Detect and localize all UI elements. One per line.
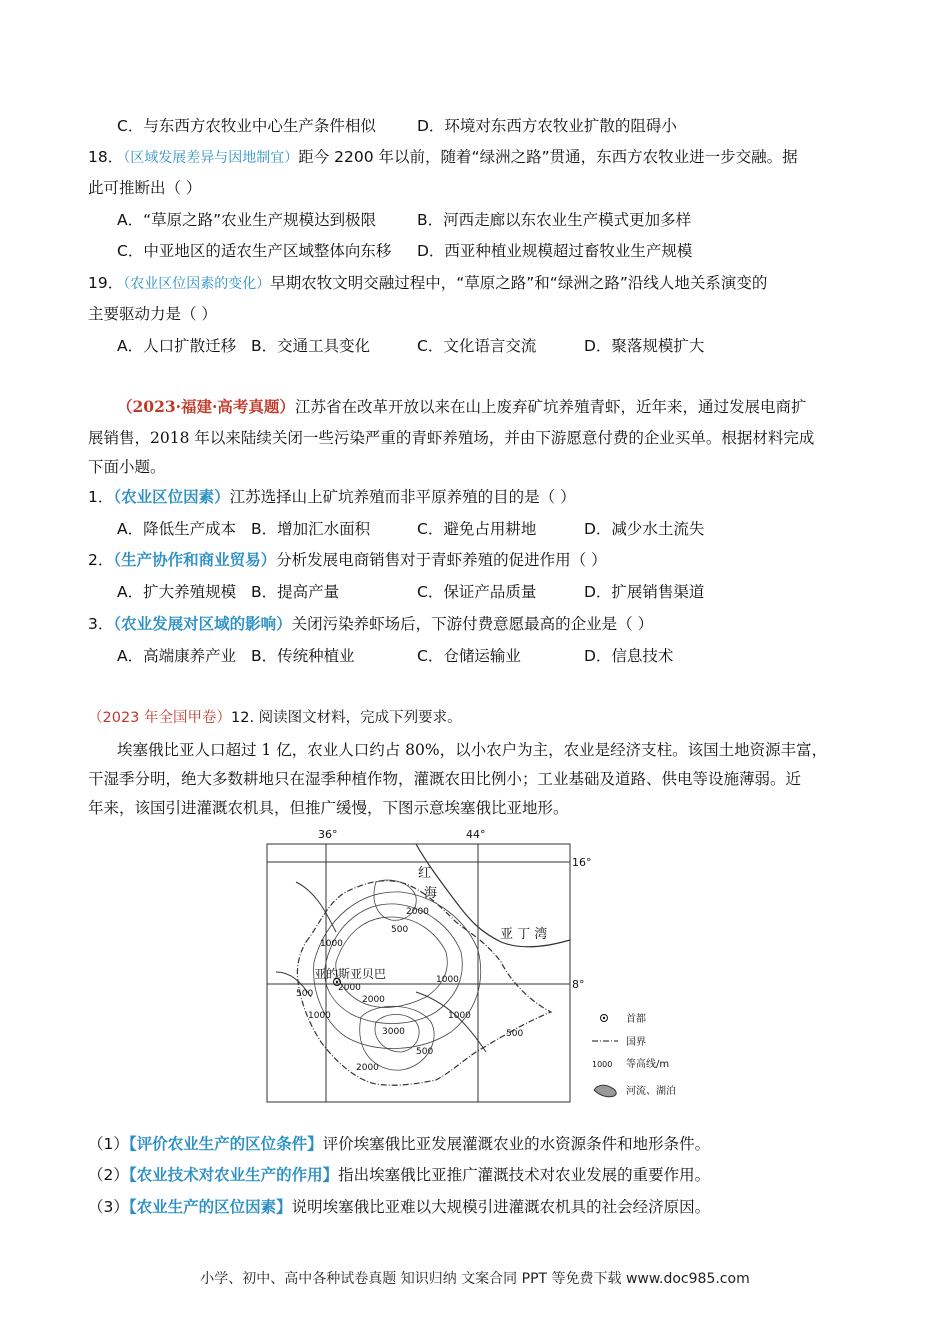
q3-number: 3． (88, 615, 114, 633)
q19-stem-line2: 主要驱动力是（ ） (88, 305, 217, 323)
q3-option-b: B．传统种植业 (251, 647, 355, 665)
block2-intro-line2: 展销售，2018 年以来陆续关闭一些污染严重的青虾养殖场，并由下游愿意付费的企业买单。根据材料完成 (88, 429, 815, 447)
q2-number: 2． (88, 551, 114, 569)
contour-label: 500 (416, 1047, 434, 1057)
q2-option-b: B．提高产量 (251, 583, 340, 601)
red-sea-label-1: 红 (418, 866, 432, 881)
sub3-tag: 【农业生产的区位因素】 (128, 1198, 292, 1216)
q17-option-c: C．与东西方农牧业中心生产条件相似 (117, 117, 376, 135)
contour-label: 3000 (382, 1027, 405, 1037)
ethiopia-terrain-map (266, 822, 690, 1122)
q3-stem-text: 关闭污染养虾场后，下游付费意愿最高的企业是（ ） (291, 615, 654, 633)
block2-intro-text1: 江苏省在改革开放以来在山上废弃矿坑养殖青虾，近年来，通过发展电商扩 (294, 398, 807, 416)
q2-stem-text: 分析发展电商销售对于青虾养殖的促进作用（ ） (276, 551, 607, 569)
river-1 (296, 882, 336, 932)
lat-label-8: 8° (572, 978, 585, 991)
legend-contour-sample: 1000 (592, 1060, 613, 1069)
q19-tag: （农业区位因素的变化） (123, 276, 271, 292)
page-footer: 小学、初中、高中各种试卷真题 知识归纳 文案合同 PPT 等免费下载 www.doc985.com (200, 1271, 750, 1287)
contour-label: 1000 (308, 1011, 331, 1021)
legend-contour-label: 等高线/m (626, 1059, 670, 1070)
q1-tag: （农业区位因素） (113, 488, 230, 506)
contour-label: 1000 (320, 939, 343, 949)
q3-tag: （农业发展对区域的影响） (113, 615, 292, 633)
contour-label: 2000 (362, 995, 385, 1005)
q19-option-b: B．交通工具变化 (251, 337, 371, 355)
contour-south-2000 (360, 1006, 434, 1070)
legend-capital-label: 首都 (626, 1014, 646, 1025)
block3-para-line3: 年来，该国引进灌溉农机具，但推广缓慢，下图示意埃塞俄比亚地形。 (88, 799, 569, 817)
block3-para-line1: 埃塞俄比亚人口超过 1 亿，农业人口约占 80%，以小农户为主，农业是经济支柱。该国土地资源丰富， (117, 741, 828, 759)
block2-source: （2023·福建·高考真题） (117, 397, 295, 416)
q3-stem (88, 613, 653, 635)
q1-option-c: C．避免占用耕地 (417, 520, 537, 538)
gulf-of-aden-label: 亚 丁 湾 (500, 927, 548, 942)
q18-number: 18． (88, 148, 124, 166)
block2-intro-line1 (117, 396, 806, 418)
sub3-text: 说明埃塞俄比亚难以大规模引进灌溉农机具的社会经济原因。 (291, 1198, 711, 1216)
block3-title-text: 12. 阅读图文材料，完成下列要求。 (231, 710, 462, 726)
q19-number: 19． (88, 274, 124, 292)
q2-option-c: C．保证产品质量 (417, 583, 537, 601)
q1-option-d: D．减少水土流失 (584, 520, 705, 538)
river-3 (416, 992, 486, 1052)
q2-option-a: A．扩大养殖规模 (117, 583, 237, 601)
red-sea-label-2: 海 (424, 886, 438, 901)
q19-option-c: C．文化语言交流 (417, 337, 537, 355)
q1-option-b: B．增加汇水面积 (251, 520, 371, 538)
q19-stem-line1 (88, 272, 767, 295)
q18-stem-line1 (88, 146, 798, 169)
contour-1000 (325, 904, 463, 1024)
q3-option-c: C．仓储运输业 (417, 647, 521, 665)
q18-tag: （区域发展差异与因地制宜） (123, 150, 299, 166)
sub3-number: （3） (88, 1198, 129, 1216)
sub2-number: （2） (88, 1166, 129, 1184)
q3-option-d: D．信息技术 (584, 647, 674, 665)
sub-question-2 (88, 1164, 710, 1186)
q2-option-d: D．扩展销售渠道 (584, 583, 705, 601)
capital-label: 亚的斯亚贝巴 (314, 967, 387, 981)
q19-option-a: A．人口扩散迁移 (117, 337, 237, 355)
q18-option-c: C．中亚地区的适农生产区域整体向东移 (117, 242, 392, 260)
q1-option-a: A．降低生产成本 (117, 520, 237, 538)
block3-source: （2023 年全国甲卷） (88, 710, 232, 726)
sub-question-1 (88, 1133, 710, 1155)
legend-capital-dot (603, 1017, 605, 1019)
contour-label: 500 (506, 1029, 524, 1039)
q18-option-d: D．西亚种植业规模超过畜牧业生产规模 (417, 242, 693, 260)
contour-label: 2000 (406, 907, 429, 917)
contour-label: 1000 (448, 1011, 471, 1021)
lon-label-44: 44° (466, 828, 486, 841)
map-legend (592, 1012, 676, 1097)
legend-border-label: 国界 (626, 1037, 646, 1048)
q2-tag: （生产协作和商业贸易） (113, 551, 277, 569)
q19-option-d: D．聚落规模扩大 (584, 337, 705, 355)
block3-title (88, 707, 462, 729)
contour-label: 500 (296, 989, 314, 999)
sub2-tag: 【农业技术对农业生产的作用】 (128, 1166, 339, 1184)
q17-option-d: D．环境对东西方农牧业扩散的阻碍小 (417, 117, 677, 135)
lat-label-16: 16° (572, 856, 592, 869)
sub-question-3 (88, 1196, 710, 1218)
block2-intro-line3: 下面小题。 (88, 458, 166, 476)
q3-option-a: A．高端康养产业 (117, 647, 237, 665)
lon-label-36: 36° (318, 828, 338, 841)
q18-option-a: A．“草原之路”农业生产规模达到极限 (117, 211, 377, 229)
q18-option-b: B．河西走廊以东农业生产模式更加多样 (417, 211, 692, 229)
contour-label: 1000 (436, 975, 459, 985)
q1-number: 1． (88, 488, 114, 506)
legend-river-label: 河流、湖泊 (626, 1086, 676, 1097)
q18-stem-line2: 此可推断出（ ） (88, 179, 202, 197)
q1-stem-text: 江苏选择山上矿坑养殖而非平原养殖的目的是（ ） (229, 488, 576, 506)
sub1-tag: 【评价农业生产的区位条件】 (128, 1135, 323, 1153)
contour-label: 500 (391, 925, 409, 935)
q1-stem (88, 486, 576, 508)
sub1-text: 评价埃塞俄比亚发展灌溉农业的水资源条件和地形条件。 (322, 1135, 711, 1153)
q18-stem: 距今 2200 年以前，随着“绿洲之路”贯通，东西方农牧业进一步交融。据 (298, 148, 798, 166)
sub2-text: 指出埃塞俄比亚推广灌溉技术对农业发展的重要作用。 (338, 1166, 711, 1184)
legend-river-lake-icon (594, 1085, 616, 1097)
q2-stem (88, 549, 607, 571)
sub1-number: （1） (88, 1135, 129, 1153)
contour-label: 2000 (356, 1063, 379, 1073)
q19-stem: 早期农牧文明交融过程中，“草原之路”和“绿洲之路”沿线人地关系演变的 (270, 274, 768, 292)
block3-para-line2: 干湿季分明，绝大多数耕地只在湿季种植作物，灌溉农田比例小；工业基础及道路、供电等设施薄弱。近 (88, 770, 802, 788)
contour-label: 2000 (338, 983, 361, 993)
